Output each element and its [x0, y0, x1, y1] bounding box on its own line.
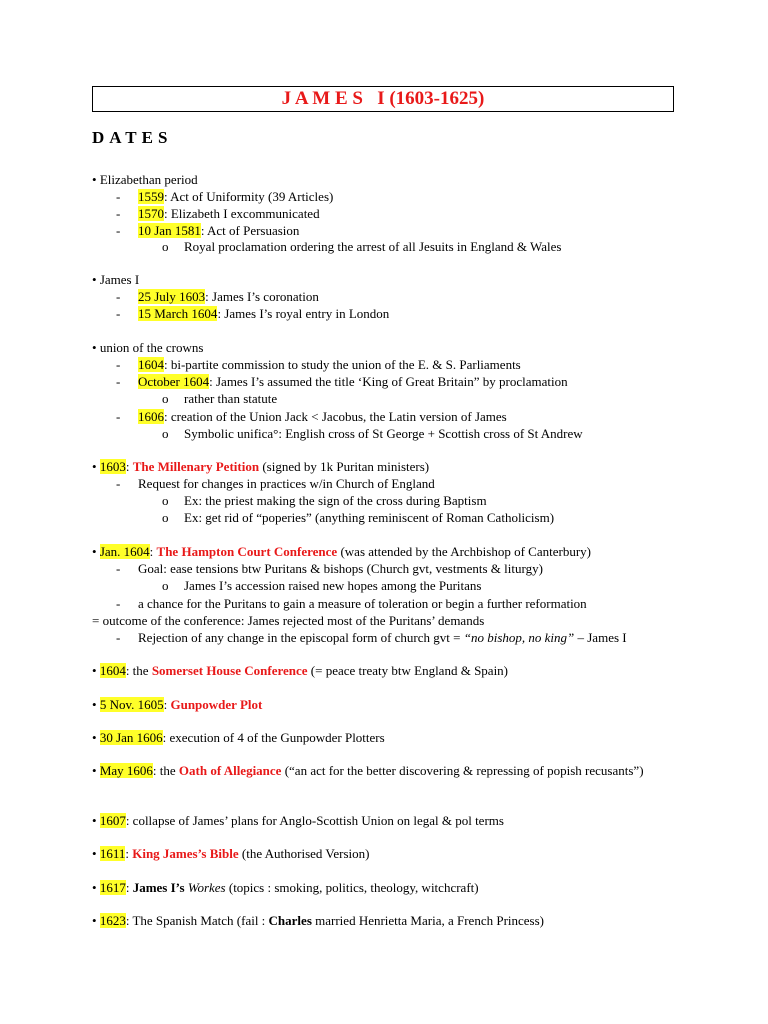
event-note: (= peace treaty btw England & Spain): [307, 663, 509, 678]
date-highlight: 1607: [99, 813, 126, 828]
bold-text: James I’s: [132, 880, 188, 895]
bullet-union: [92, 339, 203, 356]
dash-marker: -: [116, 476, 121, 491]
dash-marker: -: [116, 189, 121, 204]
item-text: : creation of the Union Jack < Jacobus, the Latin version of James: [164, 409, 507, 424]
sub-item-text: James I’s accession raised new hopes among the Puritans: [184, 578, 482, 593]
separator: :: [163, 697, 171, 712]
list-item: [116, 408, 120, 425]
item-text: : Elizabeth I excommunicated: [164, 206, 320, 221]
item-text: : James I’s coronation: [205, 289, 319, 304]
date-highlight: 10 Jan 1581: [138, 223, 201, 238]
date-highlight: 15 March 1604: [138, 306, 218, 321]
section-heading: DATES: [92, 128, 173, 147]
list-item-text: a chance for the Puritans to gain a measure of toleration or begin a further reformation: [138, 596, 587, 611]
separator: :: [125, 880, 133, 895]
separator: :: [125, 846, 133, 861]
list-item: [116, 629, 120, 646]
date-highlight: 5 Nov. 1605: [99, 697, 164, 712]
item-text: : Act of Persuasion: [200, 223, 300, 238]
bullet-james: [92, 271, 139, 288]
list-item: [116, 288, 120, 305]
dash-marker: -: [116, 357, 121, 372]
sub-marker: o: [162, 578, 169, 593]
separator: : the: [152, 763, 179, 778]
list-item-text: [138, 288, 319, 305]
sub-item-text: rather than statute: [184, 391, 278, 406]
sub-marker: o: [162, 510, 169, 525]
separator: :: [125, 459, 133, 474]
event-note: married Henrietta Maria, a French Princess): [311, 913, 544, 928]
sub-item-text: Royal proclamation ordering the arrest of all Jesuits in England & Wales: [184, 239, 562, 254]
date-highlight: 1623: [99, 913, 126, 928]
list-item-text: [138, 205, 320, 222]
event-name: The Hampton Court Conference: [156, 544, 338, 559]
date-highlight: 1604: [138, 357, 164, 372]
event-note: (topics : smoking, politics, theology, witchcraft): [225, 880, 479, 895]
sub-item-text: Symbolic unifica°: English cross of St George + Scottish cross of St Andrew: [184, 426, 583, 441]
event-name: Somerset House Conference: [151, 663, 308, 678]
rejection-text: Rejection of any change in the episcopal form of church gvt =: [138, 630, 464, 645]
date-highlight: 25 July 1603: [138, 289, 206, 304]
list-item: [116, 222, 120, 239]
bullet-gunpowder: [92, 696, 262, 713]
item-text: : execution of 4 of the Gunpowder Plotters: [162, 730, 385, 745]
item-text: : James I’s assumed the title ‘King of Great Britain” by proclamation: [209, 374, 568, 389]
list-item-text: [138, 305, 389, 322]
list-item-text: [138, 188, 333, 205]
italic-title: Workes: [187, 880, 226, 895]
dash-marker: -: [116, 374, 121, 389]
list-item-text: [138, 408, 507, 425]
dash-marker: -: [116, 409, 121, 424]
date-highlight: 1570: [138, 206, 164, 221]
quote-attribution: – James I: [574, 630, 627, 645]
bullet-marker: •: [92, 663, 97, 678]
list-item-text: [138, 629, 627, 646]
event-note: (was attended by the Archbishop of Canterbury): [337, 544, 591, 559]
list-item-text: [138, 222, 299, 239]
separator: : the: [125, 663, 152, 678]
bullet-marker: •: [92, 172, 97, 187]
list-item: [116, 595, 120, 612]
bullet-somerset: [92, 662, 508, 679]
date-highlight: May 1606: [99, 763, 153, 778]
bullet-elizabethan: [92, 171, 198, 188]
bullet-marker: •: [92, 272, 97, 287]
list-item-text: [138, 356, 521, 373]
dash-marker: -: [116, 630, 121, 645]
event-name: Gunpowder Plot: [170, 697, 263, 712]
bullet-marker: •: [92, 340, 97, 355]
bullet-marker: •: [92, 697, 97, 712]
bullet-millenary: [92, 458, 429, 475]
bullet-marker: •: [92, 880, 97, 895]
bullet-hampton: [92, 543, 591, 560]
item-text: : collapse of James’ plans for Anglo-Scottish Union on legal & pol terms: [125, 813, 504, 828]
sub-item-text: Ex: the priest making the sign of the cross during Baptism: [184, 493, 487, 508]
date-highlight: 30 Jan 1606: [99, 730, 163, 745]
bold-text: Charles: [268, 913, 312, 928]
event-note: (the Authorised Version): [238, 846, 370, 861]
dash-marker: -: [116, 561, 121, 576]
event-name: Oath of Allegiance: [178, 763, 282, 778]
date-highlight: 1604: [99, 663, 126, 678]
list-item: [116, 188, 120, 205]
separator: :: [149, 544, 157, 559]
bullet-oath: [92, 762, 675, 779]
list-item: [116, 356, 120, 373]
date-highlight: 1617: [99, 880, 126, 895]
bullet-marker: •: [92, 763, 97, 778]
james-head: James I: [99, 272, 140, 287]
sub-marker: o: [162, 493, 169, 508]
event-name: King James’s Bible: [132, 846, 239, 861]
dash-marker: -: [116, 206, 121, 221]
date-highlight: Jan. 1604: [99, 544, 150, 559]
bullet-marker: •: [92, 846, 97, 861]
bullet-workes: [92, 879, 479, 896]
bullet-bible: [92, 845, 369, 862]
list-item: [116, 205, 120, 222]
elizabethan-head: Elizabethan period: [99, 172, 198, 187]
list-item: [116, 475, 120, 492]
list-item-text: Goal: ease tensions btw Puritans & bishops (Church gvt, vestments & liturgy): [138, 561, 543, 576]
date-highlight: 1603: [99, 459, 126, 474]
list-item: [116, 373, 120, 390]
bullet-marker: •: [92, 913, 97, 928]
event-note: (signed by 1k Puritan ministers): [259, 459, 430, 474]
list-item-text: Request for changes in practices w/in Church of England: [138, 476, 435, 491]
bullet-marker: •: [92, 544, 97, 559]
list-item: [116, 560, 120, 577]
sub-item-text: Ex: get rid of “poperies” (anything reminiscent of Roman Catholicism): [184, 510, 555, 525]
item-text: : bi-partite commission to study the union of the E. & S. Parliaments: [164, 357, 521, 372]
dash-marker: -: [116, 289, 121, 304]
union-head: union of the crowns: [99, 340, 204, 355]
item-text: : The Spanish Match (fail :: [125, 913, 269, 928]
page-title: J A M E S I (1603-1625): [281, 88, 485, 109]
title-box: [92, 86, 674, 112]
date-highlight: 1559: [138, 189, 164, 204]
list-item: [116, 305, 120, 322]
bullet-marker: •: [92, 813, 97, 828]
quote-text: “no bishop, no king”: [463, 630, 575, 645]
bullet-collapse: [92, 812, 504, 829]
item-text: : Act of Uniformity (39 Articles): [164, 189, 334, 204]
dash-marker: -: [116, 306, 121, 321]
outcome-text: = outcome of the conference: James rejected most of the Puritans’ demands: [92, 613, 485, 628]
sub-marker: o: [162, 239, 169, 254]
dash-marker: -: [116, 596, 121, 611]
list-item-text: [138, 373, 568, 390]
bullet-spanish: [92, 912, 544, 929]
dash-marker: -: [116, 223, 121, 238]
sub-marker: o: [162, 391, 169, 406]
date-highlight: October 1604: [138, 374, 210, 389]
date-highlight: 1611: [99, 846, 126, 861]
sub-marker: o: [162, 426, 169, 441]
bullet-execution: [92, 729, 385, 746]
event-note: (“an act for the better discovering & repressing of popish recusants”): [281, 763, 644, 778]
item-text: : James I’s royal entry in London: [217, 306, 390, 321]
event-name: The Millenary Petition: [132, 459, 260, 474]
date-highlight: 1606: [138, 409, 164, 424]
bullet-marker: •: [92, 459, 97, 474]
bullet-marker: •: [92, 730, 97, 745]
